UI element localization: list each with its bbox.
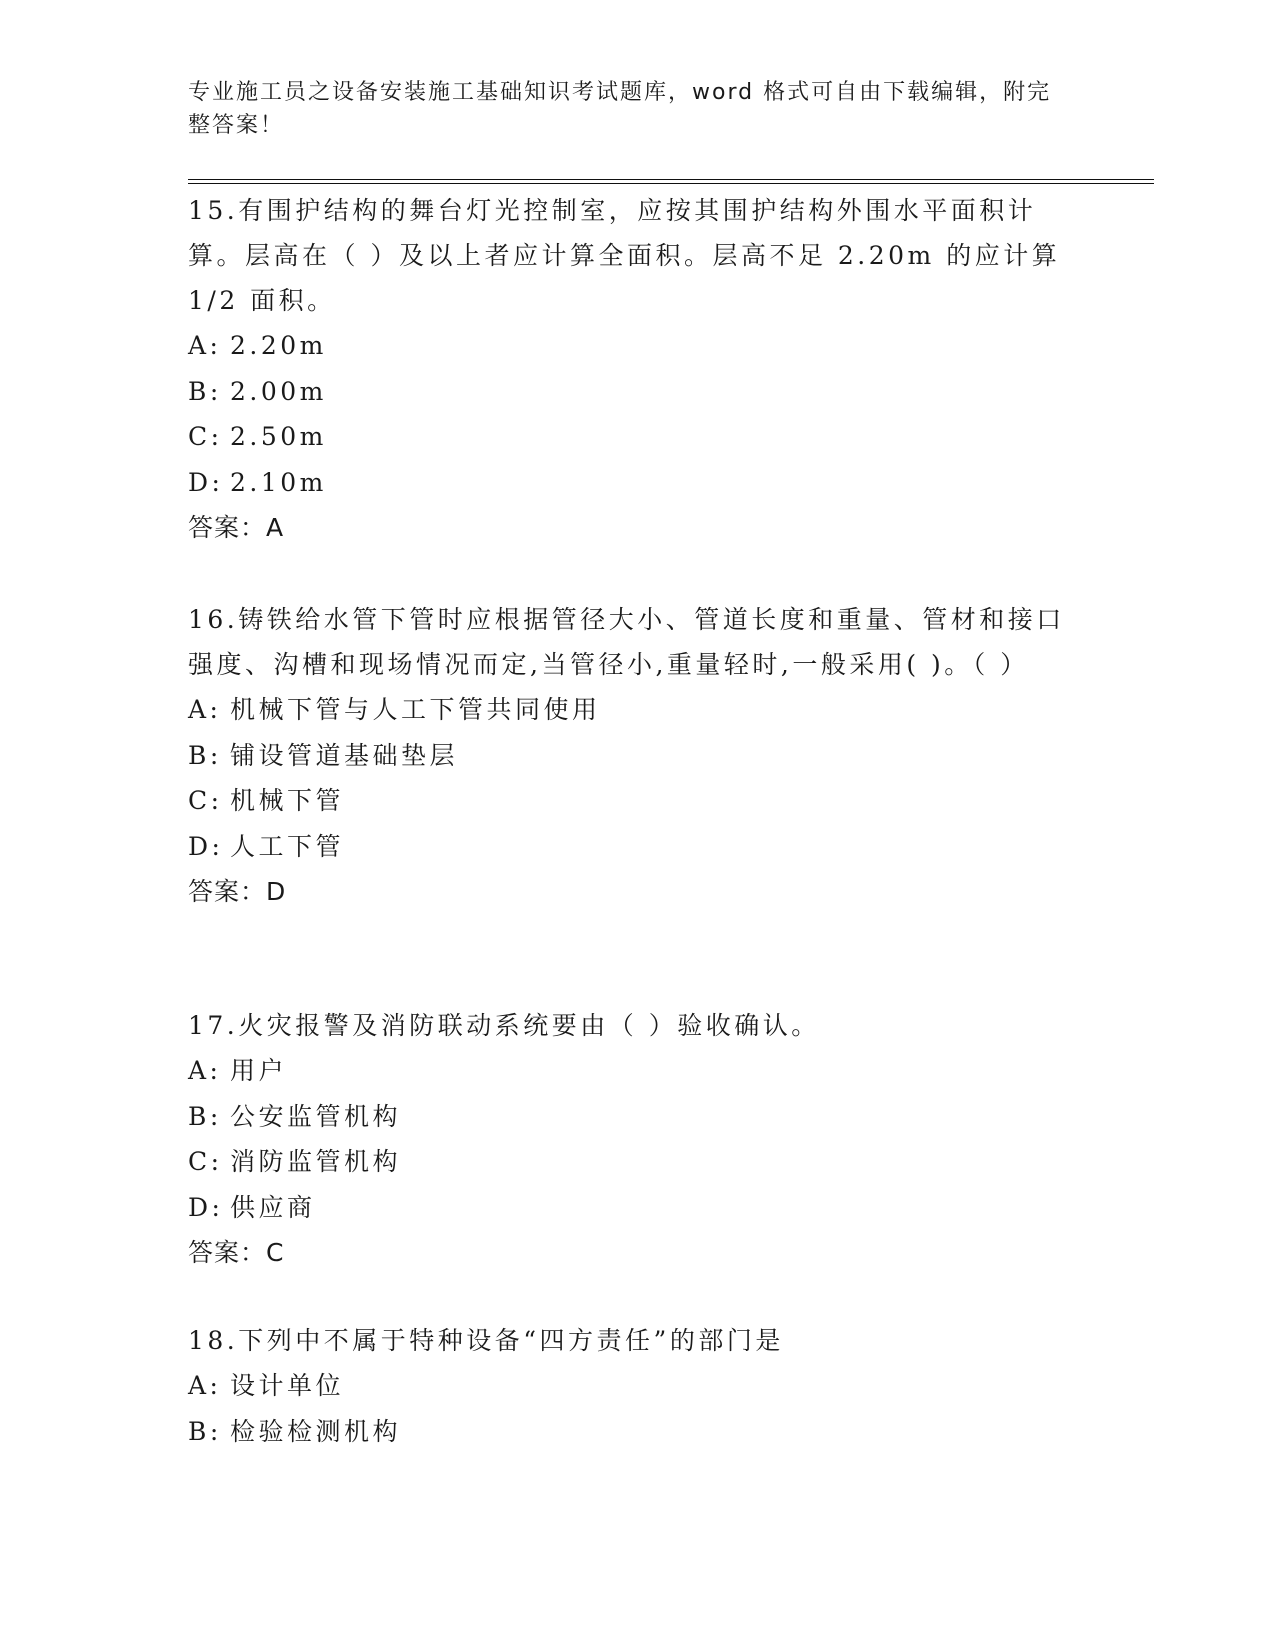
option-letter: A: <box>188 1056 222 1085</box>
option-letter: A: <box>188 1371 222 1400</box>
option-letter: C: <box>188 1147 223 1176</box>
question-stem: 15.有围护结构的舞台灯光控制室，应按其围护结构外围水平面积计算。层高在（ ）及以上者应计算全面积。层高不足 2.20m 的应计算 1/2 面积。 <box>188 196 1061 315</box>
question-18 <box>188 1318 1078 1454</box>
option-text: 检验检测机构 <box>230 1416 402 1446</box>
answer-line: 答案：C <box>188 1238 285 1267</box>
option-a <box>188 687 1078 733</box>
option-text: 2.20m <box>230 331 327 360</box>
option-text: 机械下管与人工下管共同使用 <box>230 695 601 724</box>
option-d <box>188 460 1078 506</box>
option-b <box>188 733 1078 779</box>
option-letter: A: <box>188 331 222 360</box>
document-header: 专业施工员之设备安装施工基础知识考试题库，word 格式可自由下载编辑，附完整答案！ <box>188 80 1052 138</box>
option-letter: A: <box>188 695 222 724</box>
question-15 <box>188 188 1078 550</box>
option-text: 机械下管 <box>230 786 345 815</box>
option-text: 消防监管机构 <box>230 1147 402 1176</box>
option-letter: D: <box>188 1192 224 1222</box>
option-letter: B: <box>188 1101 222 1131</box>
option-b <box>188 1094 1078 1140</box>
option-text: 供应商 <box>230 1192 316 1222</box>
question-16 <box>188 597 1078 914</box>
option-text: 2.50m <box>230 422 327 451</box>
option-a <box>188 1363 1078 1409</box>
option-letter: B: <box>188 1416 222 1446</box>
header-divider-top <box>188 179 1154 180</box>
option-b <box>188 1409 1078 1455</box>
option-text: 铺设管道基础垫层 <box>230 740 459 770</box>
option-text: 2.00m <box>230 376 327 406</box>
option-letter: C: <box>188 422 223 451</box>
option-b <box>188 369 1078 415</box>
option-c <box>188 414 1078 460</box>
option-letter: B: <box>188 376 222 406</box>
question-stem: 16.铸铁给水管下管时应根据管径大小、管道长度和重量、管材和接口强度、沟槽和现场情况而定,当管径小,重量轻时,一般采用( )。（ ） <box>188 605 1065 679</box>
header-divider-bottom <box>188 183 1154 184</box>
option-c <box>188 778 1078 824</box>
option-letter: B: <box>188 740 222 770</box>
option-text: 2.10m <box>230 467 327 497</box>
option-a <box>188 323 1078 369</box>
option-a <box>188 1048 1078 1094</box>
option-text: 人工下管 <box>230 831 345 861</box>
option-letter: D: <box>188 467 224 497</box>
option-c <box>188 1139 1078 1185</box>
option-text: 设计单位 <box>230 1371 345 1400</box>
question-stem: 18.下列中不属于特种设备“四方责任”的部门是 <box>188 1326 784 1355</box>
answer-line: 答案：D <box>188 877 287 906</box>
option-d <box>188 1185 1078 1231</box>
option-d <box>188 824 1078 870</box>
question-17 <box>188 1003 1078 1275</box>
option-text: 用户 <box>230 1056 288 1085</box>
question-stem: 17.火灾报警及消防联动系统要由（ ）验收确认。 <box>188 1011 820 1040</box>
option-letter: C: <box>188 786 223 815</box>
answer-line: 答案：A <box>188 513 285 542</box>
option-text: 公安监管机构 <box>230 1101 402 1131</box>
option-letter: D: <box>188 831 224 861</box>
